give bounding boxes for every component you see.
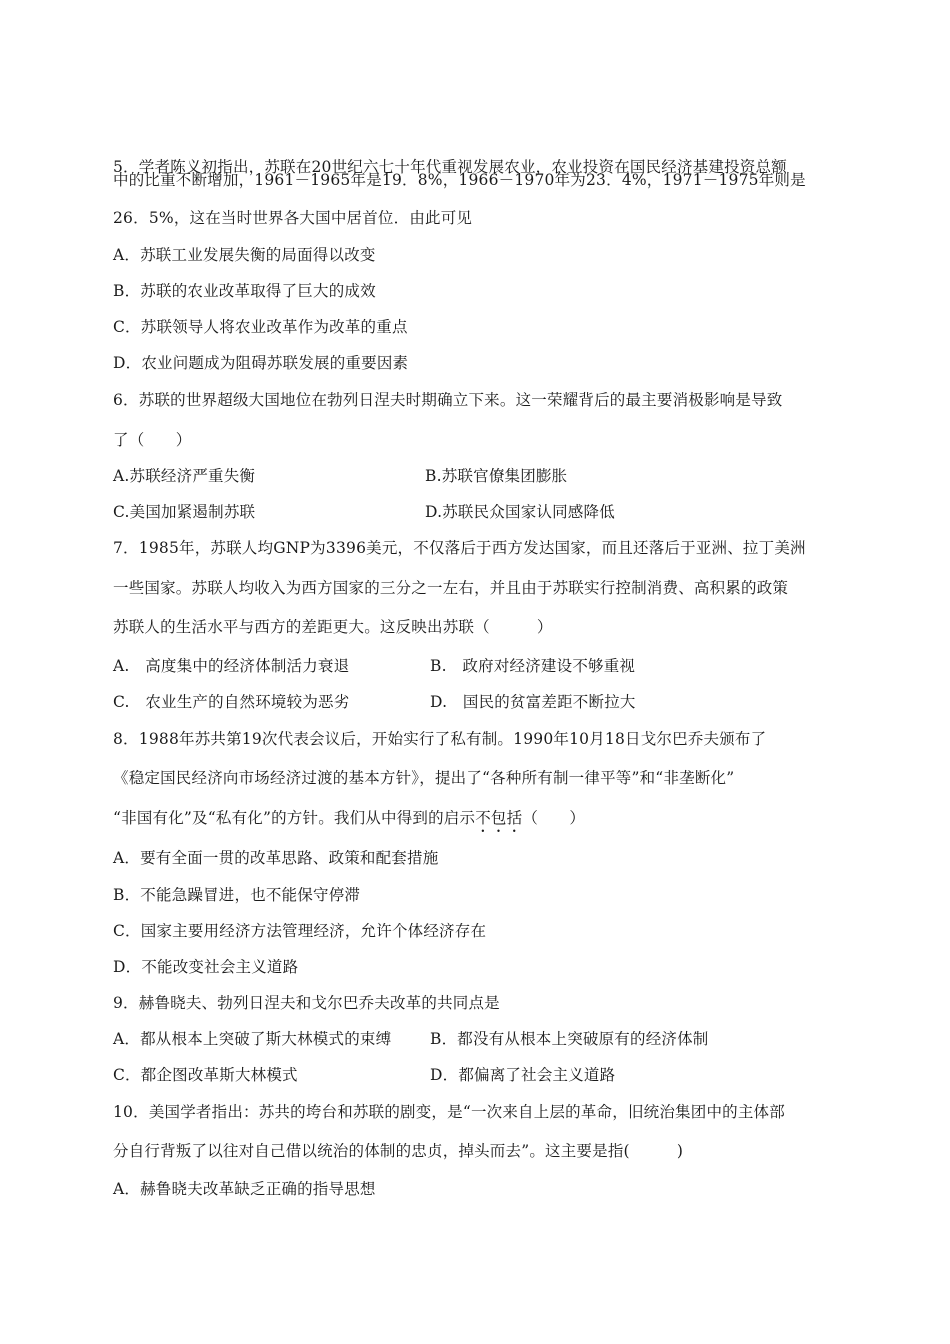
- question-6-option-c: C.美国加紧遏制苏联: [113, 503, 256, 521]
- question-7-stem-line-2: 一些国家。苏联人均收入为西方国家的三分之一左右，并且由于苏联实行控制消费、高积累的政策: [113, 579, 789, 597]
- question-5-stem-line-2: 中的比重不断增加，1961－1965年是19．8%，1966－1970年为23．4%，1971－1975年则是: [113, 171, 806, 189]
- question-6-option-d: D.苏联民众国家认同感降低: [425, 503, 615, 521]
- question-10-stem-line-2: 分自行背叛了以往对自己借以统治的体制的忠贞，掉头而去”。这主要是指( ): [113, 1142, 684, 1160]
- question-9-option-c: C．都企图改革斯大林模式: [113, 1066, 298, 1084]
- question-8-emphasis: 不包括: [475, 809, 523, 827]
- question-7-option-c: C. 农业生产的自然环境较为恶劣: [113, 693, 350, 711]
- question-9-option-a: A．都从根本上突破了斯大林模式的束缚: [113, 1030, 392, 1048]
- question-5-stem-line-1: 5．学者陈义初指出，苏联在20世纪六七十年代重视发展农业，农业投资在国民经济基建投资总额: [113, 158, 787, 176]
- question-5-option-c: C．苏联领导人将农业改革作为改革的重点: [113, 318, 408, 336]
- question-6-option-b: B.苏联官僚集团膨胀: [425, 467, 568, 485]
- question-9-stem-line-1: 9．赫鲁晓夫、勃列日涅夫和戈尔巴乔夫改革的共同点是: [113, 994, 500, 1012]
- question-5-option-b: B．苏联的农业改革取得了巨大的成效: [113, 282, 376, 300]
- question-5-option-d: D．农业问题成为阻碍苏联发展的重要因素: [113, 354, 409, 372]
- question-8-option-a: A．要有全面一贯的改革思路、政策和配套措施: [113, 849, 439, 867]
- question-8-option-d: D．不能改变社会主义道路: [113, 958, 299, 976]
- question-8-option-c: C．国家主要用经济方法管理经济，允许个体经济存在: [113, 922, 487, 940]
- question-5-option-a: A．苏联工业发展失衡的局面得以改变: [113, 246, 376, 264]
- question-7-option-d: D. 国民的贫富差距不断拉大: [430, 693, 636, 711]
- question-10-option-a: A．赫鲁晓夫改革缺乏正确的指导思想: [113, 1180, 376, 1198]
- question-9-option-d: D．都偏离了社会主义道路: [430, 1066, 616, 1084]
- question-8-stem-line-2: 《稳定国民经济向市场经济过渡的基本方针》，提出了“各种所有制一律平等”和“非垄断化”: [113, 769, 735, 787]
- question-7-stem-line-1: 7．1985年，苏联人均GNP为3396美元，不仅落后于西方发达国家，而且还落后于亚洲、拉丁美洲: [113, 539, 806, 557]
- question-8-stem-line-3: [113, 808, 585, 836]
- question-5-stem-line-3: 26．5%，这在当时世界各大国中居首位．由此可见: [113, 209, 473, 227]
- question-8-stem-text: “非国有化”及“私有化”的方针。我们从中得到的启示: [113, 809, 476, 827]
- question-9-option-b: B．都没有从根本上突破原有的经济体制: [430, 1030, 709, 1048]
- question-7-option-a: A. 高度集中的经济体制活力衰退: [113, 657, 350, 675]
- question-8-option-b: B．不能急躁冒进，也不能保守停滞: [113, 886, 361, 904]
- question-7-option-b: B. 政府对经济建设不够重视: [430, 657, 636, 675]
- question-10-stem-line-1: 10．美国学者指出：苏共的垮台和苏联的剧变，是“一次来自上层的革命，旧统治集团中的主体部: [113, 1103, 785, 1121]
- question-6-stem-line-2: 了（ ）: [113, 431, 192, 449]
- question-6-option-a: A.苏联经济严重失衡: [113, 467, 256, 485]
- question-7-stem-line-3: 苏联人的生活水平与西方的差距更大。这反映出苏联（ ）: [113, 618, 553, 636]
- question-6-stem-line-1: 6．苏联的世界超级大国地位在勃列日涅夫时期确立下来。这一荣耀背后的最主要消极影响是导致: [113, 391, 783, 409]
- question-8-stem-line-1: 8．1988年苏共第19次代表会议后，开始实行了私有制。1990年10月18日戈尔巴乔夫颁布了: [113, 730, 767, 748]
- question-8-answer-blank: （ ）: [522, 809, 586, 827]
